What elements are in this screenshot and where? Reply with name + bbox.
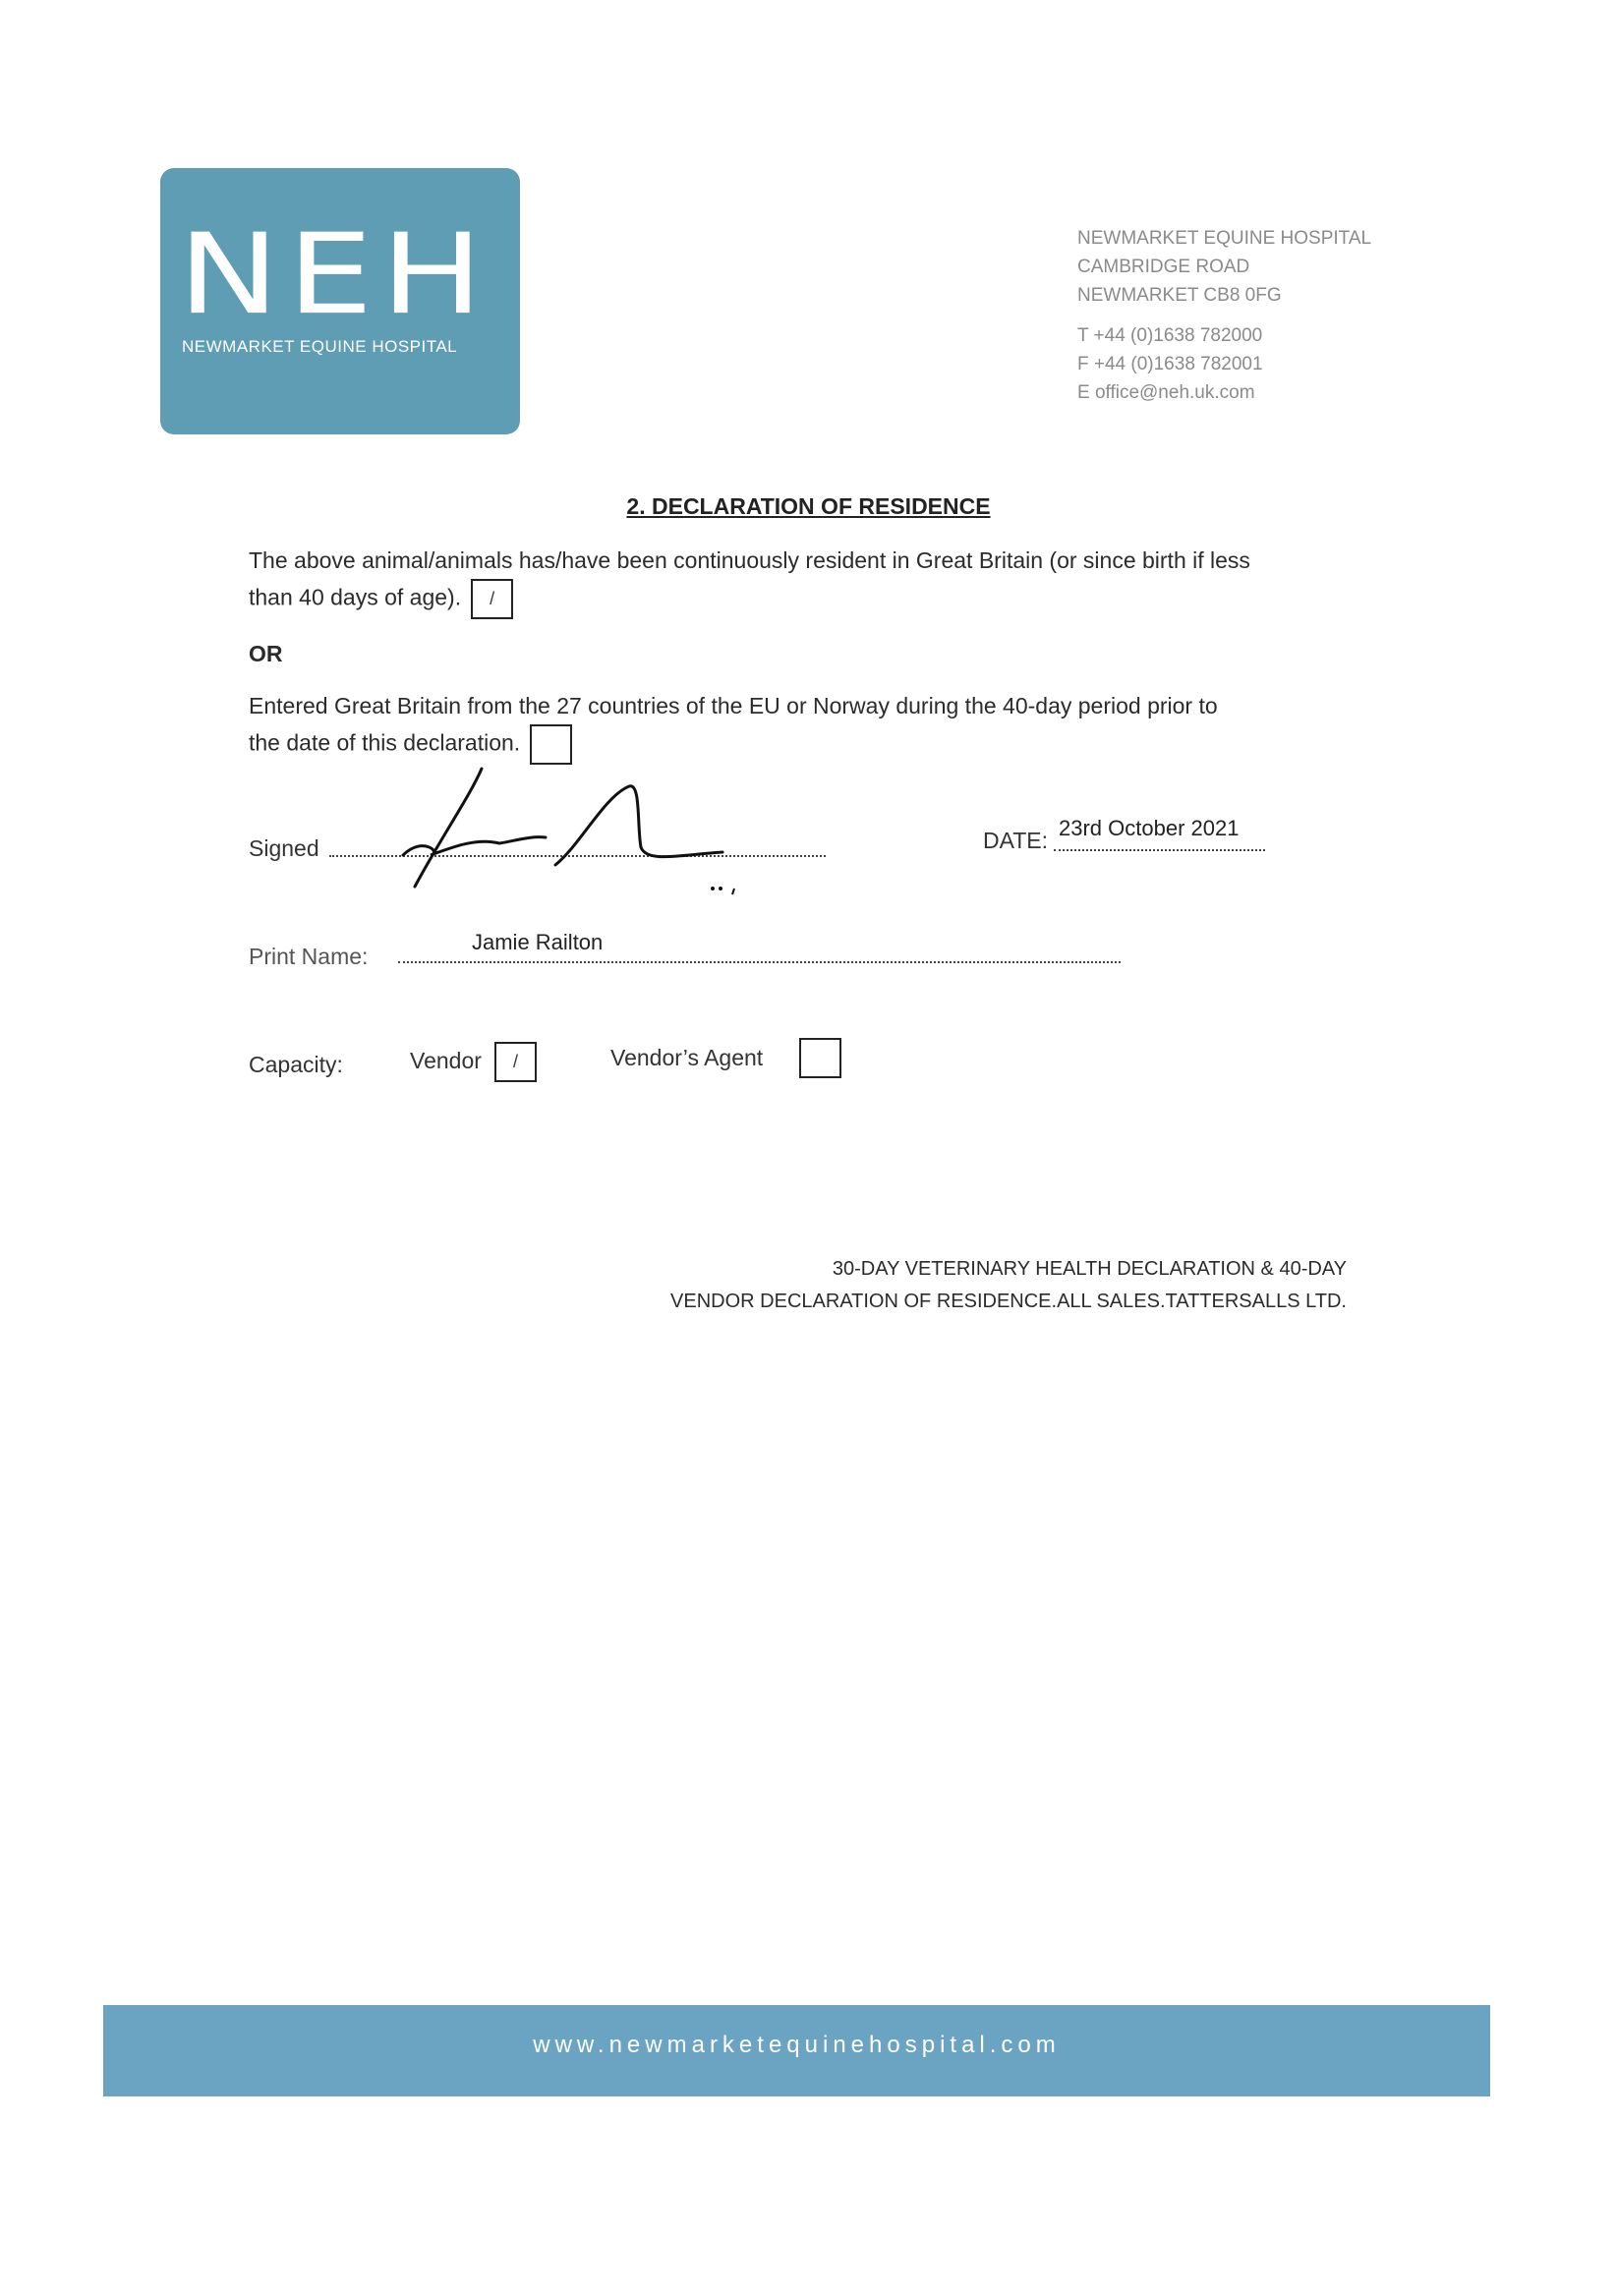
phone-number: T +44 (0)1638 782000 (1077, 325, 1263, 346)
vendor-checkbox[interactable]: / (494, 1042, 537, 1082)
address-line-2: CAMBRIDGE ROAD (1077, 257, 1250, 277)
print-name-value: Jamie Railton (472, 930, 604, 954)
handwritten-signature (383, 757, 757, 904)
option-1-checkbox[interactable]: / (471, 579, 513, 619)
date-label: DATE: (983, 828, 1049, 853)
date-line (1054, 849, 1265, 851)
option-1-text-line-1: The above animal/animals has/have been continuously resident in Great Britain (or since birth if less (249, 547, 1250, 573)
option-2-text-line-2: the date of this declaration. (249, 729, 521, 756)
vendors-agent-checkbox[interactable] (799, 1038, 841, 1078)
reference-line-1: 30-DAY VETERINARY HEALTH DECLARATION & 40-DAY (832, 1258, 1347, 1280)
or-separator: OR (249, 641, 283, 666)
footer-banner (103, 2005, 1490, 2096)
neh-logo (160, 168, 520, 434)
residence-option-1 (249, 543, 1369, 619)
email-address: E office@neh.uk.com (1077, 382, 1255, 403)
address-line-3: NEWMARKET CB8 0FG (1077, 285, 1282, 306)
logo-mark: NEH (178, 209, 491, 340)
residence-option-2 (249, 688, 1369, 765)
document-reference (670, 1253, 1347, 1318)
reference-line-2: VENDOR DECLARATION OF RESIDENCE.ALL SALES.TATTERSALLS LTD. (670, 1291, 1347, 1312)
print-name-label: Print Name: (249, 944, 369, 969)
date-value: 23rd October 2021 (1059, 816, 1240, 840)
option-1-text-line-2: than 40 days of age). (249, 584, 462, 610)
signed-label: Signed (249, 835, 319, 861)
vendor-label: Vendor (410, 1048, 482, 1073)
website-link[interactable]: www.newmarketequinehospital.com (533, 2032, 1061, 2058)
page-title: 2. DECLARATION OF RESIDENCE (626, 493, 991, 519)
fax-number: F +44 (0)1638 782001 (1077, 354, 1263, 374)
address-block (1077, 224, 1371, 407)
option-2-text-line-1: Entered Great Britain from the 27 countries of the EU or Norway during the 40-day period prior to (249, 693, 1218, 718)
logo-name: NEWMARKET EQUINE HOSPITAL (182, 337, 458, 356)
print-name-line (398, 961, 1121, 963)
capacity-label: Capacity: (249, 1052, 343, 1077)
address-line-1: NEWMARKET EQUINE HOSPITAL (1077, 228, 1372, 249)
vendors-agent-label: Vendor’s Agent (610, 1045, 764, 1070)
